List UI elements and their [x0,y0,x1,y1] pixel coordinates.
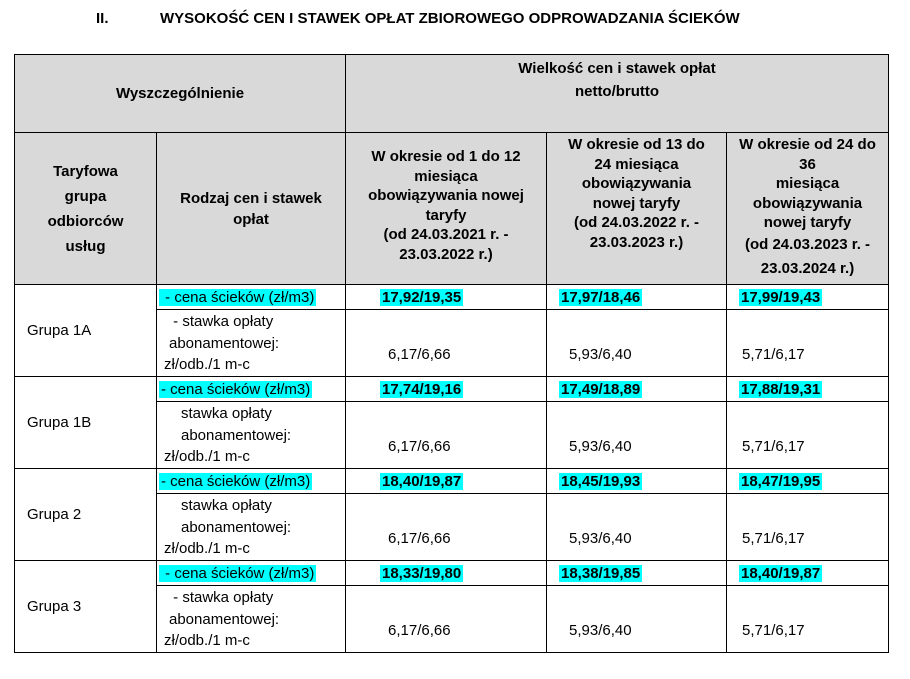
section-title: WYSOKOŚĆ CEN I STAWEK OPŁAT ZBIOROWEGO ODPROWADZANIA ŚCIEKÓW [160,10,740,27]
cena-value-cell [547,285,727,310]
stawka-label-line: abonamentowej: [181,518,292,536]
header-period-line: W okresie od 1 do 12 [371,148,521,165]
header-taryfowa-line: usług [65,237,106,255]
cena-value-cell [547,377,727,402]
cena-row [15,285,889,310]
cena-value-cell [346,469,547,494]
header-period-line: 23.03.2022 r.) [399,245,493,263]
cena-label: - cena ścieków (zł/m3) [161,380,311,398]
header-period-line: obowiązywania nowej [368,187,524,204]
header-period-line: nowej taryfy [763,214,852,231]
header-rodzaj-line: Rodzaj cen i stawek [180,189,322,207]
stawka-label-cell [157,586,346,653]
cena-label-cell [157,561,346,586]
stawka-label-line: abonamentowej: [169,610,280,628]
stawka-value: 5,93/6,40 [547,310,727,377]
group-name: Grupa 1B [15,377,157,469]
header-rodzaj-line: opłat [233,210,269,228]
cena-label: - cena ścieków (zł/m3) [161,472,311,490]
cena-value: 18,40/19,87 [741,564,821,582]
cena-value: 17,88/19,31 [741,380,821,398]
stawka-label-line: zł/odb./1 m-c [164,540,250,557]
header-period-line: W okresie od 13 do [568,136,705,153]
stawka-value: 5,71/6,17 [727,310,889,377]
cena-row [15,469,889,494]
stawka-label-line: stawka opłaty [181,405,272,422]
cena-value: 17,74/19,16 [382,380,462,398]
header-taryfowa-line: grupa [64,187,107,205]
header-wielkosc [346,55,889,133]
header-period-2 [547,133,727,285]
cena-label-cell [157,377,346,402]
stawka-label-line: abonamentowej: [181,426,292,444]
cena-label: - cena ścieków (zł/m3) [161,564,315,582]
cena-value-cell [727,469,889,494]
stawka-value: 5,71/6,17 [727,586,889,653]
stawka-label-line: - stawka opłaty [169,589,274,606]
stawka-label-line: zł/odb./1 m-c [164,356,250,373]
header-period-line: (od 24.03.2021 r. - [383,226,509,243]
stawka-label-line: abonamentowej: [169,334,280,352]
cena-row [15,377,889,402]
header-period-line: 23.03.2023 r.) [589,233,684,251]
header-period-line: obowiązywania [581,175,692,192]
cena-label-cell [157,469,346,494]
header-period-line: miesiąca [775,175,840,192]
cena-value-cell [727,285,889,310]
header-period-line: 36 [799,155,816,173]
tariff-table [14,54,889,653]
header-taryfowa [15,133,157,285]
cena-value: 17,92/19,35 [382,288,462,306]
header-period-line: nowej taryfy [592,194,681,212]
stawka-label-line: stawka opłaty [181,497,272,514]
cena-value: 17,97/18,46 [561,288,641,306]
stawka-value: 5,93/6,40 [547,586,727,653]
cena-value: 17,49/18,89 [561,380,641,398]
cena-value-cell [346,377,547,402]
header-row-1 [15,55,889,133]
stawka-value: 5,93/6,40 [547,494,727,561]
header-taryfowa-line: odbiorców [47,212,124,230]
section-heading [96,10,740,27]
cena-label-cell [157,285,346,310]
section-number: II. [96,10,109,27]
cena-value: 18,33/19,80 [382,564,462,582]
cena-value: 18,45/19,93 [561,472,641,490]
header-row-2 [15,133,889,285]
header-period-line: 23.03.2024 r.) [760,259,855,277]
header-wielkosc-line1: Wielkość cen i stawek opłat [518,60,716,77]
header-taryfowa-line: Taryfowa [53,162,118,180]
cena-value-cell [727,561,889,586]
header-period-line: (od 24.03.2022 r. - [573,214,700,231]
stawka-value: 6,17/6,66 [346,586,547,653]
cena-value: 18,40/19,87 [382,472,462,490]
stawka-label-cell [157,310,346,377]
cena-value: 18,38/19,85 [561,564,641,582]
stawka-label-cell [157,402,346,469]
cena-value-cell [547,469,727,494]
cena-value-cell [727,377,889,402]
cena-row [15,561,889,586]
header-wyszczegolnienie: Wyszczególnienie [15,55,346,133]
stawka-value: 5,71/6,17 [727,402,889,469]
stawka-value: 6,17/6,66 [346,494,547,561]
header-period-1 [346,133,547,285]
stawka-value: 6,17/6,66 [346,402,547,469]
stawka-value: 5,71/6,17 [727,494,889,561]
stawka-label-cell [157,494,346,561]
header-period-line: W okresie od 24 do [739,136,876,153]
header-wielkosc-line2: netto/brutto [574,83,660,100]
header-rodzaj [157,133,346,285]
header-period-3 [727,133,889,285]
stawka-label-line: zł/odb./1 m-c [164,632,250,649]
header-period-line: obowiązywania [752,194,863,212]
group-name: Grupa 3 [15,561,157,653]
cena-value: 17,99/19,43 [741,288,821,306]
cena-value-cell [346,285,547,310]
stawka-label-line: zł/odb./1 m-c [164,448,250,465]
cena-value-cell [547,561,727,586]
stawka-value: 5,93/6,40 [547,402,727,469]
header-period-line: 24 miesiąca [594,155,679,173]
group-name: Grupa 1A [15,285,157,377]
header-period-line: taryfy [425,206,467,224]
cena-label: - cena ścieków (zł/m3) [161,288,315,306]
cena-value-cell [346,561,547,586]
header-period-line: (od 24.03.2023 r. - [744,235,871,253]
stawka-value: 6,17/6,66 [346,310,547,377]
stawka-label-line: - stawka opłaty [169,313,274,330]
cena-value: 18,47/19,95 [741,472,821,490]
group-name: Grupa 2 [15,469,157,561]
header-period-line: miesiąca [414,167,478,185]
